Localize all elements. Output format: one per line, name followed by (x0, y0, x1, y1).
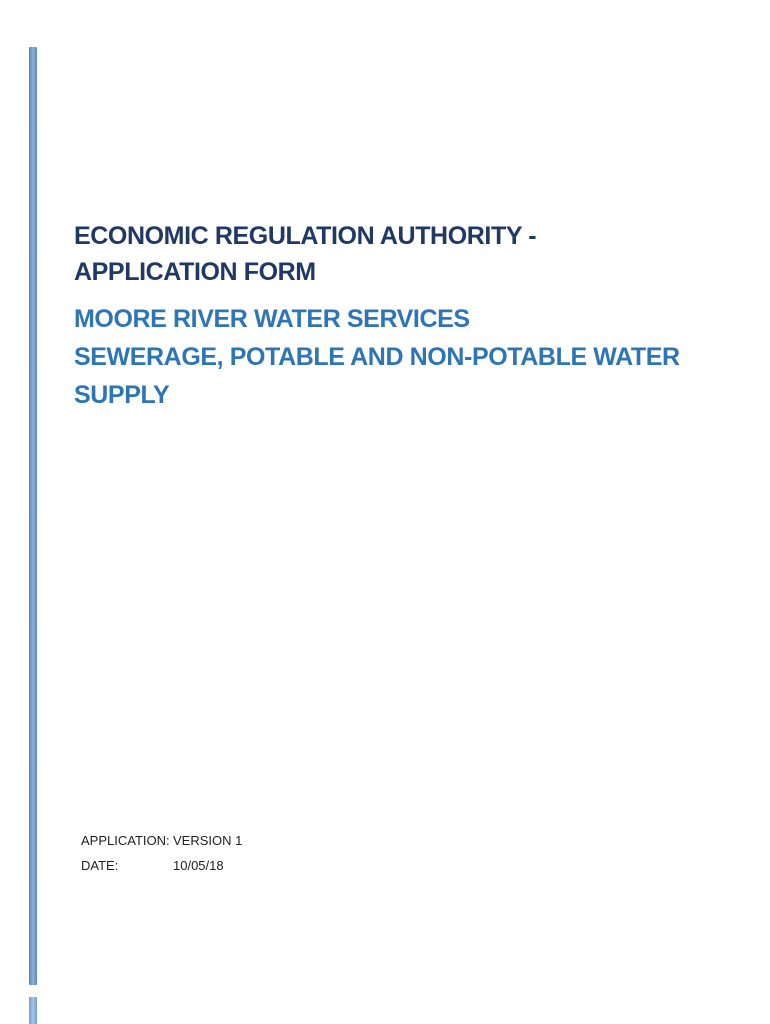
document-subtitle-line-2: SEWERAGE, POTABLE AND NON-POTABLE WATER (74, 343, 680, 371)
document-subtitle-line-3: SUPPLY (74, 381, 170, 409)
application-value: VERSION 1 (173, 833, 243, 848)
date-label: DATE: (81, 858, 119, 873)
title-block (74, 218, 734, 414)
document-subtitle (74, 300, 734, 414)
document-meta-table (81, 828, 242, 878)
date-value: 10/05/18 (173, 858, 224, 873)
document-title-line-1: ECONOMIC REGULATION AUTHORITY - (74, 222, 537, 250)
document-title (74, 218, 734, 290)
left-accent-bar-continuation (29, 997, 37, 1024)
meta-row-date (81, 853, 242, 878)
application-label: APPLICATION: (81, 833, 170, 848)
left-accent-bar (29, 47, 37, 985)
document-title-line-2: APPLICATION FORM (74, 258, 316, 286)
meta-row-application (81, 828, 242, 853)
document-subtitle-line-1: MOORE RIVER WATER SERVICES (74, 305, 470, 333)
